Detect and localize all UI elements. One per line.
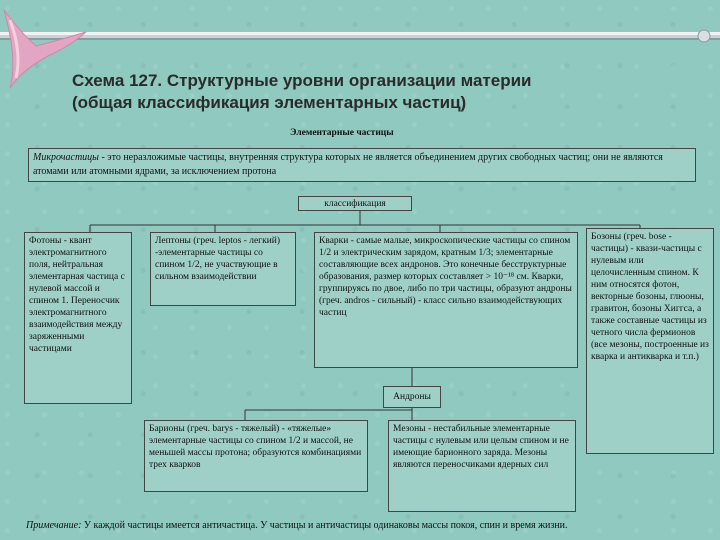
definition-term: Микрочастицы — [33, 152, 99, 163]
leptons-box: Лептоны (греч. leptos - легкий) -элементарные частицы со спином 1/2, не участвующие в сильном взаимодействии — [150, 232, 296, 306]
bosons-box: Бозоны (греч. bose - частицы) - квази-частицы с нулевым или целочисленным спином. К ним относятся фотон, векторные бозоны, глюоны, гравитон, бозоны Хиггса, а также составные частицы из четного числа фермионов (все мезоны, построенные из кварка и антикварка и т.п.) — [586, 228, 714, 454]
definition-text: - это неразложимые частицы, внутренняя структура которых не является объединением других свободных частиц; они не являются атомами или атомными ядрами, за исключением протона — [33, 152, 663, 177]
quarks-box: Кварки - самые малые, микроскопические частицы со спином 1/2 и электрическим зарядом, кратным 1/3; элементарные составляющие всех андронов. Это конечные бесструктурные образования, размер которых составляет > 10⁻¹⁸ см. Кварки, группируясь по двое, либо по три частицы, образуют андроны (греч. andros - сильный) - класс сильно взаимодействующих частиц — [314, 232, 578, 368]
definition-box — [28, 148, 696, 182]
title-line-1: Схема 127. Структурные уровни организации материи — [72, 71, 532, 90]
baryons-box: Барионы (греч. barys - тяжелый) - «тяжелые» элементарные частицы со спином 1/2 и массой, не меньшей массы протона; образуются комбинациями трех кварков — [144, 420, 368, 492]
photons-box: Фотоны - квант электромагнитного поля, нейтральная элементарная частица с нулевой массой и спином 1. Переносчик электромагнитного взаимодействия между заряженными частицами — [24, 232, 132, 404]
title-line-2: (общая классификация элементарных частиц) — [72, 93, 467, 112]
hadrons-box: Андроны — [383, 386, 441, 408]
note-term: Примечание: — [26, 520, 82, 531]
note-text: У каждой частицы имеется античастица. У частицы и античастицы одинаковы массы покоя, спин и время жизни. — [81, 520, 568, 531]
mesons-box: Мезоны - нестабильные элементарные частицы с нулевым или целым спином и не имеющие барионного заряда. Мезоны являются переносчиками ядерных сил — [388, 420, 576, 512]
classification-box: классификация — [298, 196, 412, 211]
note — [26, 520, 716, 532]
header-label: Элементарные частицы — [290, 128, 394, 138]
